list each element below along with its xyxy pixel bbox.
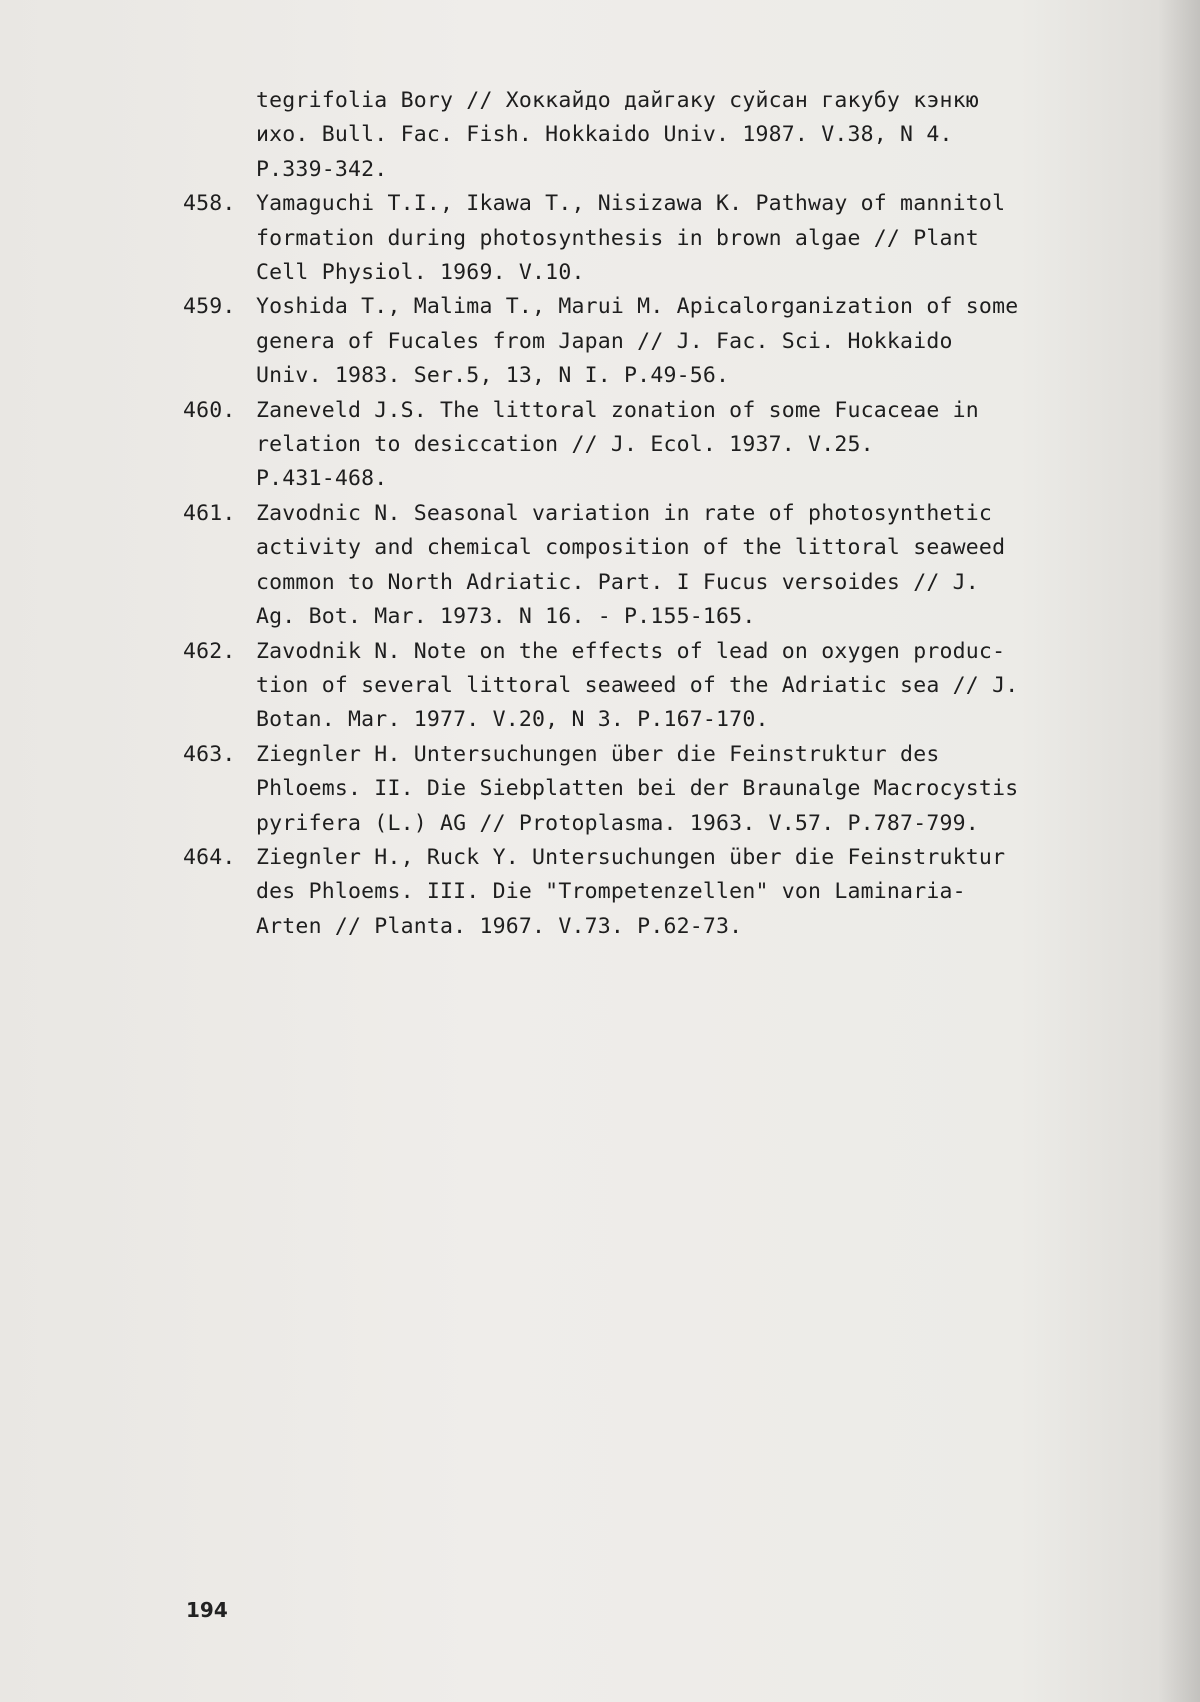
reference-line: des Phloems. III. Die "Trompetenzellen" von Laminaria- [256, 879, 966, 905]
reference-item [183, 84, 1083, 187]
reference-item [183, 841, 1083, 944]
reference-line: Arten // Planta. 1967. V.73. P.62-73. [256, 913, 743, 939]
reference-line: Cell Physiol. 1969. V.10. [256, 260, 585, 286]
page-edge-shadow [1158, 0, 1200, 1702]
reference-line: genera of Fucales from Japan // J. Fac. Sci. Hokkaido [256, 328, 953, 354]
reference-line: Yoshida T., Malima T., Marui M. Apicalorganization of some [256, 294, 1019, 320]
reference-item [183, 187, 1083, 290]
reference-number: 458. [183, 191, 236, 217]
reference-line: formation during photosynthesis in brown algae // Plant [256, 225, 979, 251]
reference-line: ихо. Bull. Fac. Fish. Hokkaido Univ. 1987. V.38, N 4. [256, 122, 953, 148]
reference-line: common to North Adriatic. Part. I Fucus versoides // J. [256, 569, 979, 595]
reference-item [183, 635, 1083, 738]
reference-number: 464. [183, 844, 236, 870]
reference-line: Ag. Bot. Mar. 1973. N 16. - P.155-165. [256, 604, 756, 630]
reference-line: pyrifera (L.) AG // Protoplasma. 1963. V.57. P.787-799. [256, 810, 979, 836]
reference-line: Ziegnler H., Ruck Y. Untersuchungen über die Feinstruktur [256, 844, 1006, 870]
reference-line: P.339-342. [256, 156, 388, 182]
reference-line: Zavodnik N. Note on the effects of lead on oxygen produc- [256, 638, 1006, 664]
reference-line: relation to desiccation // J. Ecol. 1937. V.25. [256, 432, 874, 458]
reference-number: 463. [183, 741, 236, 767]
reference-number: 459. [183, 294, 236, 320]
reference-number: 462. [183, 638, 236, 664]
reference-list [183, 84, 1083, 944]
reference-item [183, 738, 1083, 841]
reference-line: tion of several littoral seaweed of the Adriatic sea // J. [256, 672, 1019, 698]
reference-item [183, 497, 1083, 635]
reference-line: P.431-468. [256, 466, 388, 492]
reference-line: Zaneveld J.S. The littoral zonation of some Fucaceae in [256, 397, 979, 423]
reference-item [183, 394, 1083, 497]
reference-line: Ziegnler H. Untersuchungen über die Feinstruktur des [256, 741, 940, 767]
reference-line: Zavodnic N. Seasonal variation in rate of photosynthetic [256, 500, 993, 526]
reference-line: activity and chemical composition of the littoral seaweed [256, 535, 1006, 561]
reference-item [183, 290, 1083, 393]
reference-line: Botan. Mar. 1977. V.20, N 3. P.167-170. [256, 707, 769, 733]
reference-line: Yamaguchi T.I., Ikawa T., Nisizawa K. Pathway of mannitol [256, 191, 1006, 217]
page-number: 194 [186, 1598, 228, 1622]
reference-line: Phloems. II. Die Siebplatten bei der Braunalge Macrocystis [256, 776, 1019, 802]
reference-line: tegrifolia Bory // Хоккайдо дайгаку суйсан гакубу кэнкю [256, 88, 979, 113]
reference-number: 461. [183, 500, 236, 526]
reference-line: Univ. 1983. Ser.5, 13, N I. P.49-56. [256, 363, 730, 389]
reference-number: 460. [183, 397, 236, 423]
